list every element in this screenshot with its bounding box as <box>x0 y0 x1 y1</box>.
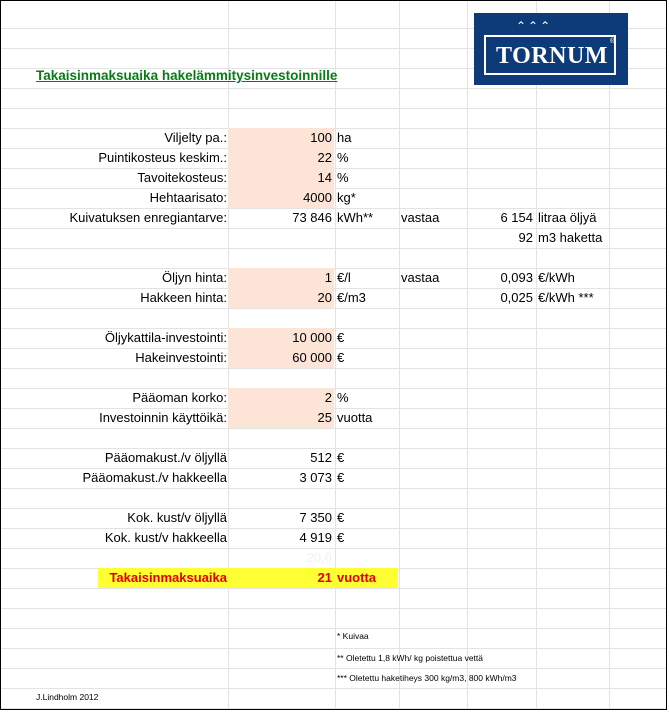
unit-hake-kwh: €/kWh *** <box>538 290 594 305</box>
value-takaisinmaksuaika: 21 <box>317 570 332 585</box>
unit-viljelty: ha <box>337 130 352 145</box>
value-pk-hake: 3 073 <box>299 470 332 485</box>
hidden-value: 20,6 <box>306 550 332 565</box>
unit-hake-m3: m3 haketta <box>538 230 603 245</box>
vastaa-label-2: vastaa <box>401 270 440 285</box>
value-hake-m3: 92 <box>518 230 533 245</box>
unit-oljy-kwh: €/kWh <box>538 270 575 285</box>
value-hehtaarisato[interactable]: 4000 <box>303 190 332 205</box>
value-korko[interactable]: 2 <box>324 390 332 405</box>
unit-kok-hake: € <box>337 530 345 545</box>
value-energiantarve: 73 846 <box>292 210 332 225</box>
footnote-3: *** Oletettu haketiheys 300 kg/m3, 800 kWh/m3 <box>337 673 517 683</box>
label-korko: Pääoman korko: <box>132 390 227 405</box>
value-hakkeen-hinta[interactable]: 20 <box>317 290 332 305</box>
label-hakeinvestointi: Hakeinvestointi: <box>135 350 227 365</box>
sheet-title: Takaisinmaksuaika hakelämmitysinvestoinnille <box>36 68 338 83</box>
label-kok-hake: Kok. kust/v hakkeella <box>104 530 227 545</box>
unit-oljykattila: € <box>337 330 345 345</box>
label-kayttoika: Investoinnin käyttöikä: <box>99 410 227 425</box>
registered-mark: ® <box>609 38 615 45</box>
label-puintikosteus: Puintikosteus keskim.: <box>98 150 227 165</box>
value-hakeinvestointi[interactable]: 60 000 <box>292 350 332 365</box>
unit-pk-oljy: € <box>337 450 345 465</box>
vastaa-label: vastaa <box>401 210 440 225</box>
label-oljyn-hinta: Öljyn hinta: <box>161 270 227 285</box>
label-viljelty: Viljelty pa.: <box>164 130 227 145</box>
footnote-1: * Kuivaa <box>337 631 369 641</box>
value-pk-oljy: 512 <box>310 450 332 465</box>
value-tavoitekosteus[interactable]: 14 <box>317 170 332 185</box>
value-oljykattila[interactable]: 10 000 <box>292 330 332 345</box>
value-oljy-kwh: 0,093 <box>500 270 533 285</box>
label-pk-oljy: Pääomakust./v öljyllä <box>104 450 227 465</box>
birds-icon: ⌃⌃⌃ <box>516 19 553 33</box>
label-pk-hake: Pääomakust./v hakkeella <box>82 470 227 485</box>
logo-frame <box>484 35 616 75</box>
label-tavoitekosteus: Tavoitekosteus: <box>137 170 227 185</box>
value-kok-hake: 4 919 <box>299 530 332 545</box>
unit-kok-oljy: € <box>337 510 345 525</box>
unit-energiantarve: kWh** <box>337 210 374 225</box>
value-oljyn-hinta[interactable]: 1 <box>324 270 332 285</box>
unit-pk-hake: € <box>337 470 345 485</box>
value-kayttoika[interactable]: 25 <box>317 410 332 425</box>
value-litraa: 6 154 <box>500 210 533 225</box>
unit-kayttoika: vuotta <box>337 410 373 425</box>
unit-puintikosteus: % <box>337 150 349 165</box>
unit-hehtaarisato: kg* <box>337 190 356 205</box>
unit-takaisinmaksuaika: vuotta <box>337 570 376 585</box>
label-takaisinmaksuaika: Takaisinmaksuaika <box>109 570 227 585</box>
label-oljykattila: Öljykattila-investointi: <box>104 330 227 345</box>
label-kok-oljy: Kok. kust/v öljyllä <box>127 510 227 525</box>
value-kok-oljy: 7 350 <box>299 510 332 525</box>
label-hakkeen-hinta: Hakkeen hinta: <box>140 290 227 305</box>
author-credit: J.Lindholm 2012 <box>36 692 99 702</box>
logo-text: TORNUM <box>496 43 608 69</box>
unit-litraa: litraa öljyä <box>538 210 597 225</box>
value-viljelty[interactable]: 100 <box>310 130 332 145</box>
label-hehtaarisato: Hehtaarisato: <box>149 190 227 205</box>
unit-oljyn-hinta: €/l <box>337 270 351 285</box>
unit-korko: % <box>337 390 349 405</box>
footnote-2: ** Oletettu 1,8 kWh/ kg poistettua vettä <box>337 653 483 663</box>
value-hake-kwh: 0,025 <box>500 290 533 305</box>
label-energiantarve: Kuivatuksen enregiantarve: <box>69 210 227 225</box>
value-puintikosteus[interactable]: 22 <box>317 150 332 165</box>
unit-hakeinvestointi: € <box>337 350 345 365</box>
tornum-logo <box>474 13 628 85</box>
unit-hakkeen-hinta: €/m3 <box>337 290 366 305</box>
unit-tavoitekosteus: % <box>337 170 349 185</box>
